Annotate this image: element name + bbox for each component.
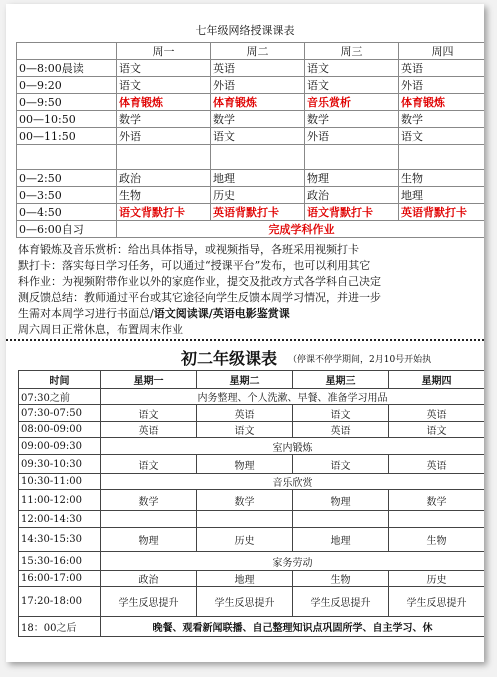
class-cell: 数学 [399, 111, 485, 128]
time-cell: 16:00-17:00 [19, 571, 101, 587]
time-cell: 00—11:50 [17, 128, 117, 145]
class-cell: 体育锻炼 [117, 94, 211, 111]
schedule-row [19, 438, 485, 455]
column-header: 星期二 [197, 371, 293, 389]
class-cell: 政治 [101, 571, 197, 587]
time-cell: 09:00-09:30 [19, 438, 101, 455]
class-cell: 语文 [305, 60, 399, 77]
class-cell: 地理 [399, 187, 485, 204]
class-cell: 地理 [197, 571, 293, 587]
class-cell: 学生反思提升 [389, 587, 485, 617]
class-cell: 语文背默打卡 [305, 204, 399, 221]
class-cell: 学生反思提升 [293, 587, 389, 617]
note-text: 默打卡：落实每日学习任务，可以通过“授课平台”发布，也可以利用其它 [18, 259, 371, 272]
grade8-title-note: （停课不停学期间，2月10号开始执 [288, 355, 432, 365]
class-cell: 英语 [197, 405, 293, 422]
class-cell: 英语背默打卡 [399, 204, 485, 221]
time-cell: 0—3:50 [17, 187, 117, 204]
class-cell: 数学 [117, 111, 211, 128]
class-cell: 英语 [399, 60, 485, 77]
time-cell: 10:30-11:00 [19, 474, 101, 490]
time-cell: 0—9:20 [17, 77, 117, 94]
class-cell [101, 511, 197, 528]
note-text: 科作业：为视频附带作业以外的家庭作业，提交及批改方式各学科自己决定 [18, 275, 381, 288]
note-line [18, 242, 484, 258]
homework-cell: 完成学科作业 [117, 221, 485, 238]
class-cell: 外语 [117, 128, 211, 145]
schedule-row [19, 490, 485, 511]
activity-cell: 室内锻炼 [101, 438, 485, 455]
grade7-schedule-table [16, 42, 484, 238]
day-header: 周一 [117, 43, 211, 60]
class-cell: 物理 [293, 490, 389, 511]
note-line [18, 258, 484, 274]
class-cell: 数学 [197, 490, 293, 511]
schedule-row [17, 170, 485, 187]
schedule-row [19, 511, 485, 528]
schedule-row [19, 389, 485, 405]
class-cell: 数学 [101, 490, 197, 511]
time-cell: 0—8:00晨读 [17, 60, 117, 77]
class-cell: 语文 [305, 77, 399, 94]
class-cell: 历史 [211, 187, 305, 204]
column-header: 星期三 [293, 371, 389, 389]
class-cell: 语文 [293, 455, 389, 474]
column-header: 星期一 [101, 371, 197, 389]
day-header: 周四 [399, 43, 485, 60]
schedule-row [19, 552, 485, 571]
schedule-row [17, 128, 485, 145]
time-cell: 08:00-09:00 [19, 422, 101, 438]
time-cell: 07:30-07:50 [19, 405, 101, 422]
class-cell: 英语 [389, 405, 485, 422]
schedule-row [17, 94, 485, 111]
class-cell [389, 511, 485, 528]
note-line [18, 290, 484, 306]
class-cell: 语文 [101, 405, 197, 422]
time-cell: 15:30-16:00 [19, 552, 101, 571]
time-cell: 0—9:50 [17, 94, 117, 111]
time-cell: 17:20-18:00 [19, 587, 101, 617]
schedule-row [19, 405, 485, 422]
note-line [18, 274, 484, 290]
column-header: 时间 [19, 371, 101, 389]
note-text: 周六周日正常休息，布置周末作业 [18, 323, 183, 336]
class-cell: 地理 [211, 170, 305, 187]
class-cell: 数学 [305, 111, 399, 128]
class-cell: 语文 [211, 128, 305, 145]
activity-cell: 内务整理、个人洗漱、早餐、准备学习用品 [101, 389, 485, 405]
class-cell: 外语 [305, 128, 399, 145]
class-cell: 体育锻炼 [399, 94, 485, 111]
class-cell: 数学 [389, 490, 485, 511]
day-header: 周二 [211, 43, 305, 60]
grade7-notes [18, 242, 484, 338]
column-header: 星期四 [389, 371, 485, 389]
schedule-row [17, 111, 485, 128]
class-cell: 历史 [389, 571, 485, 587]
class-cell: 地理 [293, 528, 389, 552]
class-cell [197, 511, 293, 528]
time-cell: 0—4:50 [17, 204, 117, 221]
class-cell: 物理 [197, 455, 293, 474]
class-cell: 英语 [389, 455, 485, 474]
section-separator [6, 339, 484, 341]
schedule-row [19, 528, 485, 552]
class-cell: 语文 [117, 77, 211, 94]
day-header: 周三 [305, 43, 399, 60]
class-cell: 语文 [117, 60, 211, 77]
note-text: 体育锻炼及音乐赏析：给出具体指导，或视频指导，各班采用视频打卡 [18, 243, 359, 256]
time-cell: 0—6:00自习 [17, 221, 117, 238]
empty-cell [211, 145, 305, 170]
class-cell: 英语背默打卡 [211, 204, 305, 221]
class-cell: 语文 [389, 422, 485, 438]
class-cell: 外语 [399, 77, 485, 94]
class-cell: 音乐赏析 [305, 94, 399, 111]
header-corner [17, 43, 117, 60]
class-cell: 历史 [197, 528, 293, 552]
time-cell: 09:30-10:30 [19, 455, 101, 474]
class-cell: 英语 [211, 60, 305, 77]
class-cell: 英语 [293, 422, 389, 438]
empty-cell [399, 145, 485, 170]
class-cell: 语文背默打卡 [117, 204, 211, 221]
class-cell: 政治 [305, 187, 399, 204]
schedule-row [19, 617, 485, 637]
class-cell: 政治 [117, 170, 211, 187]
note-line [18, 322, 484, 338]
self-study-row [17, 221, 485, 238]
empty-cell [17, 145, 117, 170]
empty-cell [305, 145, 399, 170]
schedule-row [19, 474, 485, 490]
schedule-row [17, 204, 485, 221]
note-text: 测反馈总结：教师通过平台或其它途径向学生反馈本周学习情况，并进一步 [18, 291, 381, 304]
class-cell: 学生反思提升 [101, 587, 197, 617]
time-cell: 14:30-15:30 [19, 528, 101, 552]
class-cell: 物理 [101, 528, 197, 552]
class-cell: 生物 [293, 571, 389, 587]
schedule-row [17, 77, 485, 94]
document-page [6, 4, 484, 662]
time-cell: 00—10:50 [17, 111, 117, 128]
grade7-header-row [17, 43, 485, 60]
note-line [18, 306, 484, 322]
empty-cell [117, 145, 211, 170]
schedule-row [17, 187, 485, 204]
schedule-row [17, 60, 485, 77]
class-cell: 语文 [197, 422, 293, 438]
activity-cell: 音乐欣赏 [101, 474, 485, 490]
note-text: 生需对本周学习进行书面总/ [18, 307, 154, 320]
class-cell: 体育锻炼 [211, 94, 305, 111]
note-bold-text: 语文阅读课/英语电影鉴赏课 [153, 307, 290, 320]
class-cell: 生物 [399, 170, 485, 187]
class-cell: 学生反思提升 [197, 587, 293, 617]
class-cell: 语文 [293, 405, 389, 422]
time-cell: 12:00-14:30 [19, 511, 101, 528]
class-cell: 语文 [399, 128, 485, 145]
class-cell: 英语 [101, 422, 197, 438]
time-cell: 18：00之后 [19, 617, 101, 637]
grade7-title: 七年级网络授课课表 [195, 24, 295, 37]
time-cell: 0—2:50 [17, 170, 117, 187]
grade8-schedule-table [18, 370, 484, 637]
class-cell [293, 511, 389, 528]
class-cell: 数学 [211, 111, 305, 128]
time-cell: 11:00-12:00 [19, 490, 101, 511]
class-cell: 语文 [101, 455, 197, 474]
schedule-row [19, 587, 485, 617]
lunch-gap-row [17, 145, 485, 170]
time-cell: 07:30之前 [19, 389, 101, 405]
class-cell: 生物 [389, 528, 485, 552]
activity-cell: 晚餐、观看新闻联播、自己整理知识点巩固所学、自主学习、休 [101, 617, 485, 637]
schedule-row [19, 422, 485, 438]
schedule-row [19, 455, 485, 474]
class-cell: 物理 [305, 170, 399, 187]
activity-cell: 家务劳动 [101, 552, 485, 571]
class-cell: 外语 [211, 77, 305, 94]
grade8-header-row [19, 371, 485, 389]
class-cell: 生物 [117, 187, 211, 204]
schedule-row [19, 571, 485, 587]
grade8-title: 初二年级课表 [181, 349, 278, 368]
